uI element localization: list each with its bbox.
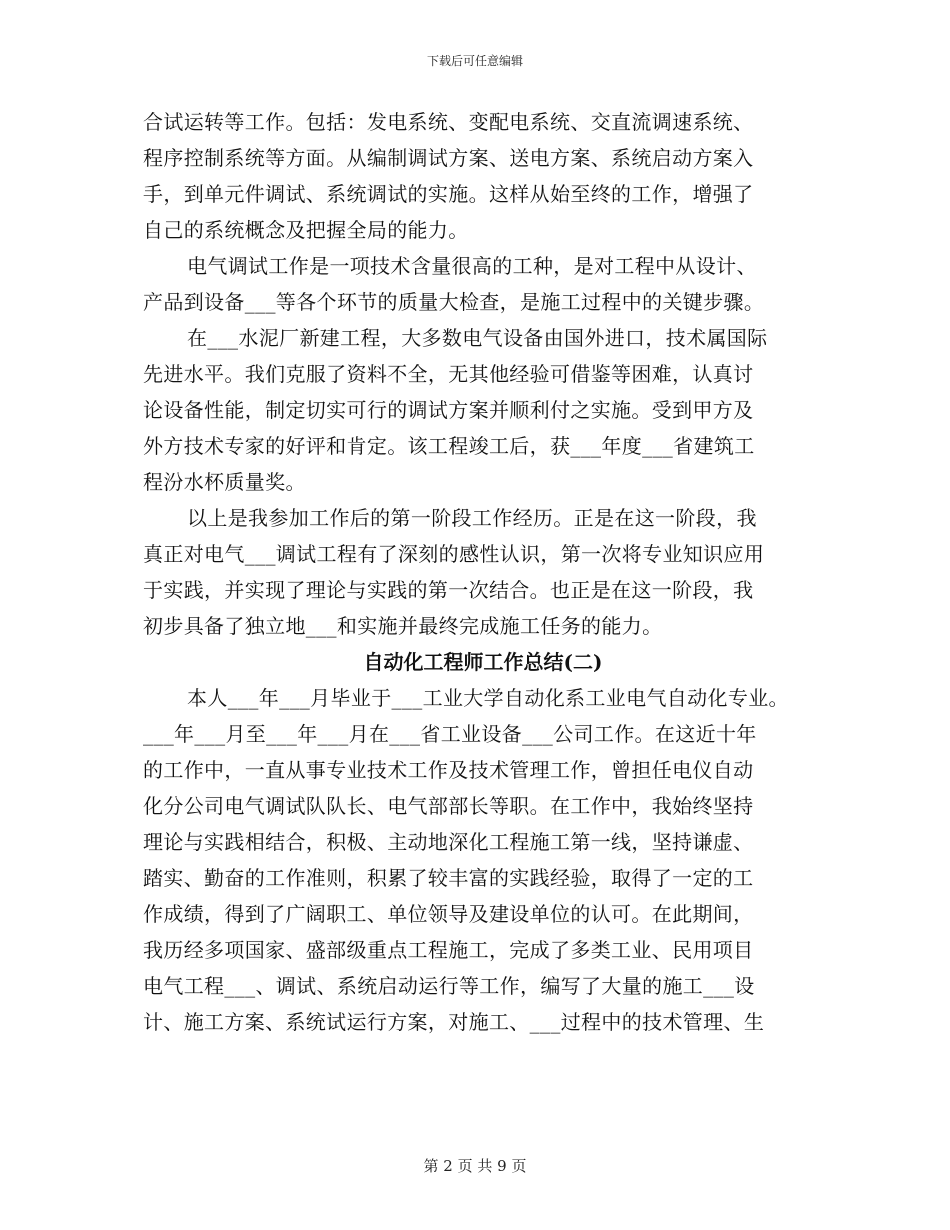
page-header: 下载后可任意编辑	[426, 54, 523, 68]
text-line: 手，到单元件调试、系统调试的实施。这样从始至终的工作，增强了	[143, 182, 754, 206]
text-line: 电气工程___、调试、系统启动运行等工作，编写了大量的施工___设	[143, 974, 755, 998]
page-number: 第 2 页 共 9 页	[423, 1157, 527, 1175]
paragraph	[143, 320, 823, 500]
paragraph	[143, 500, 823, 644]
text-line: 本人___年___月毕业于___工业大学自动化系工业电气自动化专业。	[187, 686, 789, 710]
section-title: 自动化工程师工作总结(二)	[363, 650, 603, 674]
text-line: 产品到设备___等各个环节的质量大检查，是施工过程中的关键步骤。	[143, 290, 765, 314]
paragraph	[143, 104, 823, 248]
text-line: 先进水平。我们克服了资料不全，无其他经验可借鉴等困难，认真讨	[143, 362, 754, 386]
text-line: 的工作中，一直从事专业技术工作及技术管理工作，曾担任电仪自动	[143, 758, 754, 782]
text-line: 化分公司电气调试队队长、电气部部长等职。在工作中，我始终坚持	[143, 794, 754, 818]
paragraph	[143, 680, 823, 1040]
text-line: 自己的系统概念及把握全局的能力。	[143, 218, 469, 242]
text-line: 我历经多项国家、盛部级重点工程施工，完成了多类工业、民用项目	[143, 938, 754, 962]
text-line: 电气调试工作是一项技术含量很高的工种，是对工程中从设计、	[187, 254, 757, 278]
text-line: 以上是我参加工作后的第一阶段工作经历。正是在这一阶段，我	[187, 506, 757, 530]
text-line: 合试运转等工作。包括：发电系统、变配电系统、交直流调速系统、	[143, 110, 754, 134]
text-line: 外方技术专家的好评和肯定。该工程竣工后，获___年度___省建筑工	[143, 434, 755, 458]
text-line: 程序控制系统等方面。从编制调试方案、送电方案、系统启动方案入	[143, 146, 754, 170]
text-line: 论设备性能，制定切实可行的调试方案并顺利付之实施。受到甲方及	[143, 398, 754, 422]
text-line: 踏实、勤奋的工作准则，积累了较丰富的实践经验，取得了一定的工	[143, 866, 754, 890]
text-line: 作成绩，得到了广阔职工、单位领导及建设单位的认可。在此期间，	[143, 902, 754, 926]
text-line: 于实践，并实现了理论与实践的第一次结合。也正是在这一阶段，我	[143, 578, 754, 602]
text-line: 程汾水杯质量奖。	[143, 470, 306, 494]
text-line: 在___水泥厂新建工程，大多数电气设备由国外进口，技术属国际	[187, 326, 768, 350]
text-line: 真正对电气___调试工程有了深刻的感性认识，第一次将专业知识应用	[143, 542, 765, 566]
document-body	[143, 104, 823, 1040]
text-line: 理论与实践相结合，积极、主动地深化工程施工第一线，坚持谦虚、	[143, 830, 754, 854]
text-line: 计、施工方案、系统试运行方案，对施工、___过程中的技术管理、生	[143, 1010, 765, 1034]
text-line: ___年___月至___年___月在___省工业设备___公司工作。在这近十年	[143, 722, 757, 746]
paragraph	[143, 248, 823, 320]
text-line: 初步具备了独立地___和实施并最终完成施工任务的能力。	[143, 614, 663, 638]
